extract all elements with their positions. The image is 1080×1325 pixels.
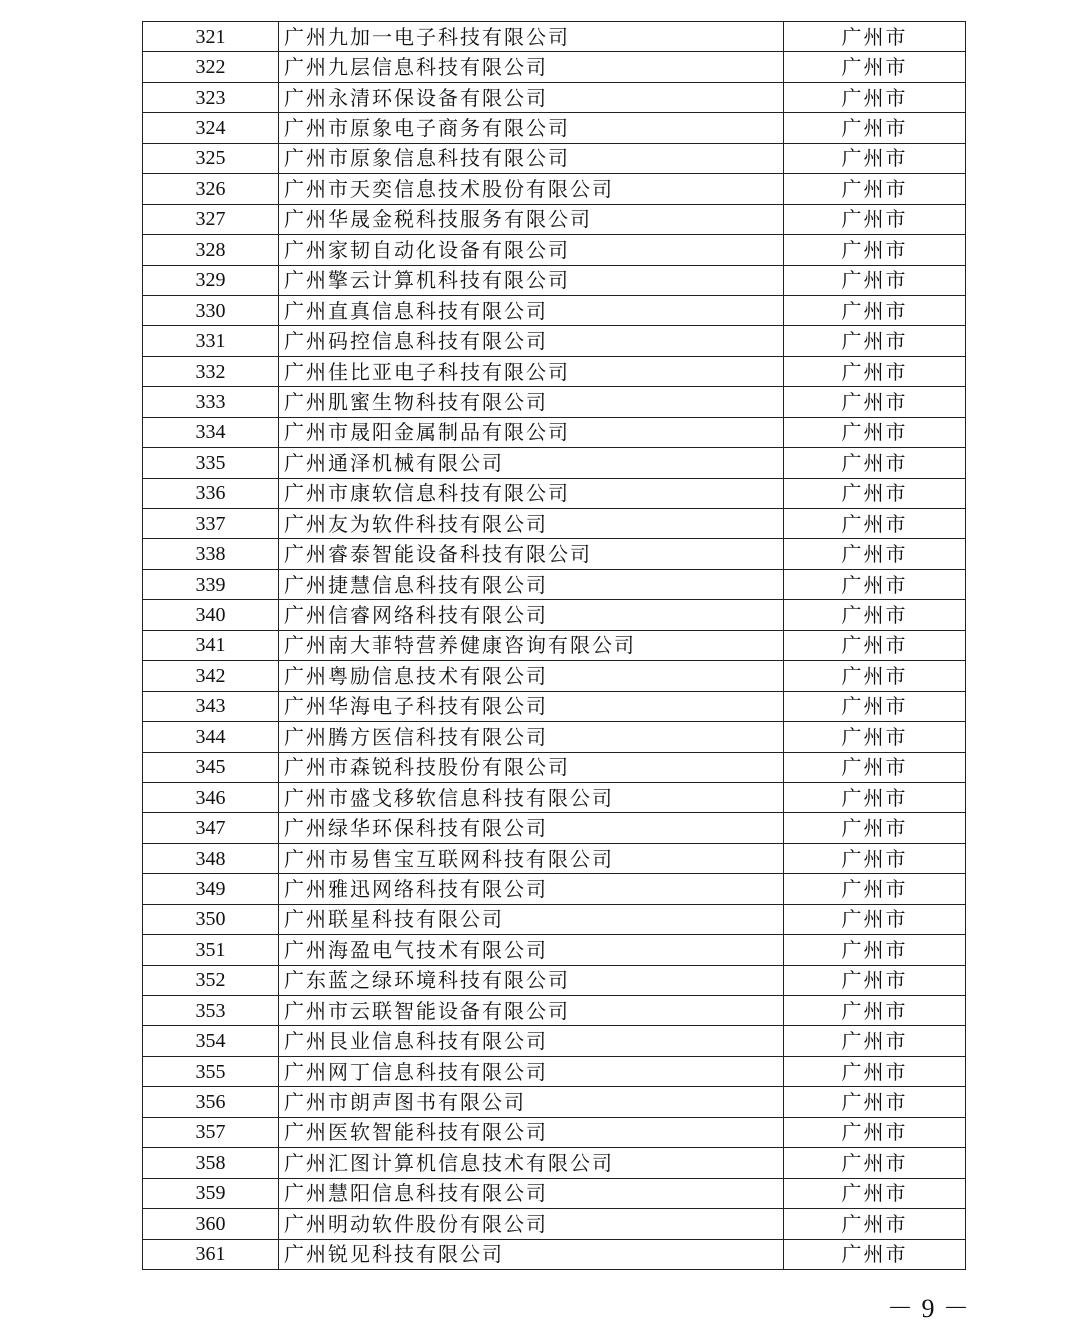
city: 广州市 — [784, 174, 966, 204]
city: 广州市 — [784, 630, 966, 660]
row-number: 353 — [143, 996, 279, 1026]
table-row — [143, 113, 966, 143]
company-name: 广州擎云计算机科技有限公司 — [279, 265, 784, 295]
table-row — [143, 174, 966, 204]
company-name: 广州粤励信息技术有限公司 — [279, 661, 784, 691]
city: 广州市 — [784, 691, 966, 721]
city: 广州市 — [784, 874, 966, 904]
row-number: 327 — [143, 204, 279, 234]
row-number: 322 — [143, 52, 279, 82]
city: 广州市 — [784, 417, 966, 447]
table-row — [143, 935, 966, 965]
company-name: 广州信睿网络科技有限公司 — [279, 600, 784, 630]
row-number: 350 — [143, 904, 279, 934]
row-number: 358 — [143, 1148, 279, 1178]
row-number: 321 — [143, 22, 279, 52]
row-number: 360 — [143, 1209, 279, 1239]
city: 广州市 — [784, 935, 966, 965]
company-name: 广州绿华环保科技有限公司 — [279, 813, 784, 843]
city: 广州市 — [784, 1239, 966, 1269]
table-row — [143, 82, 966, 112]
company-name: 广州联星科技有限公司 — [279, 904, 784, 934]
company-name: 广州锐见科技有限公司 — [279, 1239, 784, 1269]
row-number: 334 — [143, 417, 279, 447]
city: 广州市 — [784, 356, 966, 386]
table-row — [143, 295, 966, 325]
company-name: 广州网丁信息科技有限公司 — [279, 1056, 784, 1086]
company-name: 广州市原象电子商务有限公司 — [279, 113, 784, 143]
company-list-table — [142, 21, 966, 1270]
city: 广州市 — [784, 752, 966, 782]
city: 广州市 — [784, 295, 966, 325]
table-row — [143, 661, 966, 691]
table-row — [143, 1239, 966, 1269]
row-number: 357 — [143, 1117, 279, 1147]
city: 广州市 — [784, 509, 966, 539]
city: 广州市 — [784, 22, 966, 52]
table-row — [143, 843, 966, 873]
company-name: 广州海盈电气技术有限公司 — [279, 935, 784, 965]
row-number: 339 — [143, 569, 279, 599]
city: 广州市 — [784, 843, 966, 873]
city: 广州市 — [784, 82, 966, 112]
table-row — [143, 448, 966, 478]
city: 广州市 — [784, 904, 966, 934]
row-number: 335 — [143, 448, 279, 478]
table-row — [143, 509, 966, 539]
table-row — [143, 691, 966, 721]
table-row — [143, 52, 966, 82]
row-number: 346 — [143, 782, 279, 812]
company-name: 广州码控信息科技有限公司 — [279, 326, 784, 356]
table-body — [143, 22, 966, 1270]
company-name: 广州市天奕信息技术股份有限公司 — [279, 174, 784, 204]
company-name: 广州雅迅网络科技有限公司 — [279, 874, 784, 904]
table-row — [143, 1056, 966, 1086]
company-name: 广州通泽机械有限公司 — [279, 448, 784, 478]
city: 广州市 — [784, 1117, 966, 1147]
city: 广州市 — [784, 600, 966, 630]
row-number: 328 — [143, 235, 279, 265]
row-number: 329 — [143, 265, 279, 295]
company-name: 广州艮业信息科技有限公司 — [279, 1026, 784, 1056]
company-name: 广州九层信息科技有限公司 — [279, 52, 784, 82]
company-name: 广州市盛戈移软信息科技有限公司 — [279, 782, 784, 812]
company-name: 广州明动软件股份有限公司 — [279, 1209, 784, 1239]
city: 广州市 — [784, 113, 966, 143]
city: 广州市 — [784, 782, 966, 812]
city: 广州市 — [784, 1026, 966, 1056]
row-number: 354 — [143, 1026, 279, 1056]
table-row — [143, 782, 966, 812]
city: 广州市 — [784, 569, 966, 599]
table-row — [143, 539, 966, 569]
row-number: 341 — [143, 630, 279, 660]
table-row — [143, 235, 966, 265]
table-row — [143, 265, 966, 295]
row-number: 337 — [143, 509, 279, 539]
row-number: 343 — [143, 691, 279, 721]
table-row — [143, 1026, 966, 1056]
city: 广州市 — [784, 996, 966, 1026]
row-number: 340 — [143, 600, 279, 630]
city: 广州市 — [784, 387, 966, 417]
row-number: 330 — [143, 295, 279, 325]
city: 广州市 — [784, 1056, 966, 1086]
table-row — [143, 752, 966, 782]
row-number: 325 — [143, 143, 279, 173]
page-number: － 9 － — [886, 1294, 970, 1323]
company-name: 广州友为软件科技有限公司 — [279, 509, 784, 539]
table-row — [143, 1209, 966, 1239]
city: 广州市 — [784, 235, 966, 265]
row-number: 342 — [143, 661, 279, 691]
table-row — [143, 1087, 966, 1117]
company-name: 广州医软智能科技有限公司 — [279, 1117, 784, 1147]
company-name: 广州家韧自动化设备有限公司 — [279, 235, 784, 265]
company-name: 广州华晟金税科技服务有限公司 — [279, 204, 784, 234]
city: 广州市 — [784, 1178, 966, 1208]
table-row — [143, 143, 966, 173]
company-name: 广州市云联智能设备有限公司 — [279, 996, 784, 1026]
city: 广州市 — [784, 52, 966, 82]
company-name: 广州腾方医信科技有限公司 — [279, 722, 784, 752]
row-number: 332 — [143, 356, 279, 386]
city: 广州市 — [784, 813, 966, 843]
company-name: 广州捷慧信息科技有限公司 — [279, 569, 784, 599]
table-row — [143, 874, 966, 904]
company-name: 广东蓝之绿环境科技有限公司 — [279, 965, 784, 995]
row-number: 361 — [143, 1239, 279, 1269]
company-name: 广州市易售宝互联网科技有限公司 — [279, 843, 784, 873]
city: 广州市 — [784, 539, 966, 569]
table-row — [143, 600, 966, 630]
row-number: 331 — [143, 326, 279, 356]
row-number: 356 — [143, 1087, 279, 1117]
table-row — [143, 722, 966, 752]
row-number: 338 — [143, 539, 279, 569]
company-name: 广州睿泰智能设备科技有限公司 — [279, 539, 784, 569]
table-row — [143, 1117, 966, 1147]
table-row — [143, 417, 966, 447]
company-name: 广州慧阳信息科技有限公司 — [279, 1178, 784, 1208]
table-row — [143, 22, 966, 52]
company-name: 广州华海电子科技有限公司 — [279, 691, 784, 721]
row-number: 333 — [143, 387, 279, 417]
table-row — [143, 387, 966, 417]
city: 广州市 — [784, 1209, 966, 1239]
company-name: 广州市晟阳金属制品有限公司 — [279, 417, 784, 447]
table-row — [143, 630, 966, 660]
city: 广州市 — [784, 965, 966, 995]
table-row — [143, 996, 966, 1026]
row-number: 348 — [143, 843, 279, 873]
company-name: 广州市原象信息科技有限公司 — [279, 143, 784, 173]
table-row — [143, 904, 966, 934]
city: 广州市 — [784, 722, 966, 752]
company-name: 广州佳比亚电子科技有限公司 — [279, 356, 784, 386]
table-row — [143, 813, 966, 843]
city: 广州市 — [784, 326, 966, 356]
company-name: 广州直真信息科技有限公司 — [279, 295, 784, 325]
table-row — [143, 569, 966, 599]
table-row — [143, 1178, 966, 1208]
row-number: 336 — [143, 478, 279, 508]
city: 广州市 — [784, 1087, 966, 1117]
table-row — [143, 965, 966, 995]
table-row — [143, 204, 966, 234]
row-number: 355 — [143, 1056, 279, 1086]
city: 广州市 — [784, 478, 966, 508]
company-name: 广州市森锐科技股份有限公司 — [279, 752, 784, 782]
row-number: 345 — [143, 752, 279, 782]
city: 广州市 — [784, 265, 966, 295]
company-name: 广州汇图计算机信息技术有限公司 — [279, 1148, 784, 1178]
company-name: 广州市朗声图书有限公司 — [279, 1087, 784, 1117]
row-number: 324 — [143, 113, 279, 143]
row-number: 326 — [143, 174, 279, 204]
table-row — [143, 478, 966, 508]
row-number: 352 — [143, 965, 279, 995]
row-number: 351 — [143, 935, 279, 965]
city: 广州市 — [784, 204, 966, 234]
city: 广州市 — [784, 1148, 966, 1178]
row-number: 359 — [143, 1178, 279, 1208]
row-number: 323 — [143, 82, 279, 112]
company-name: 广州肌蜜生物科技有限公司 — [279, 387, 784, 417]
row-number: 344 — [143, 722, 279, 752]
company-name: 广州永清环保设备有限公司 — [279, 82, 784, 112]
city: 广州市 — [784, 448, 966, 478]
city: 广州市 — [784, 143, 966, 173]
table-row — [143, 356, 966, 386]
company-name: 广州市康软信息科技有限公司 — [279, 478, 784, 508]
row-number: 349 — [143, 874, 279, 904]
row-number: 347 — [143, 813, 279, 843]
company-name: 广州南大菲特营养健康咨询有限公司 — [279, 630, 784, 660]
city: 广州市 — [784, 661, 966, 691]
table-row — [143, 1148, 966, 1178]
company-name: 广州九加一电子科技有限公司 — [279, 22, 784, 52]
table-row — [143, 326, 966, 356]
